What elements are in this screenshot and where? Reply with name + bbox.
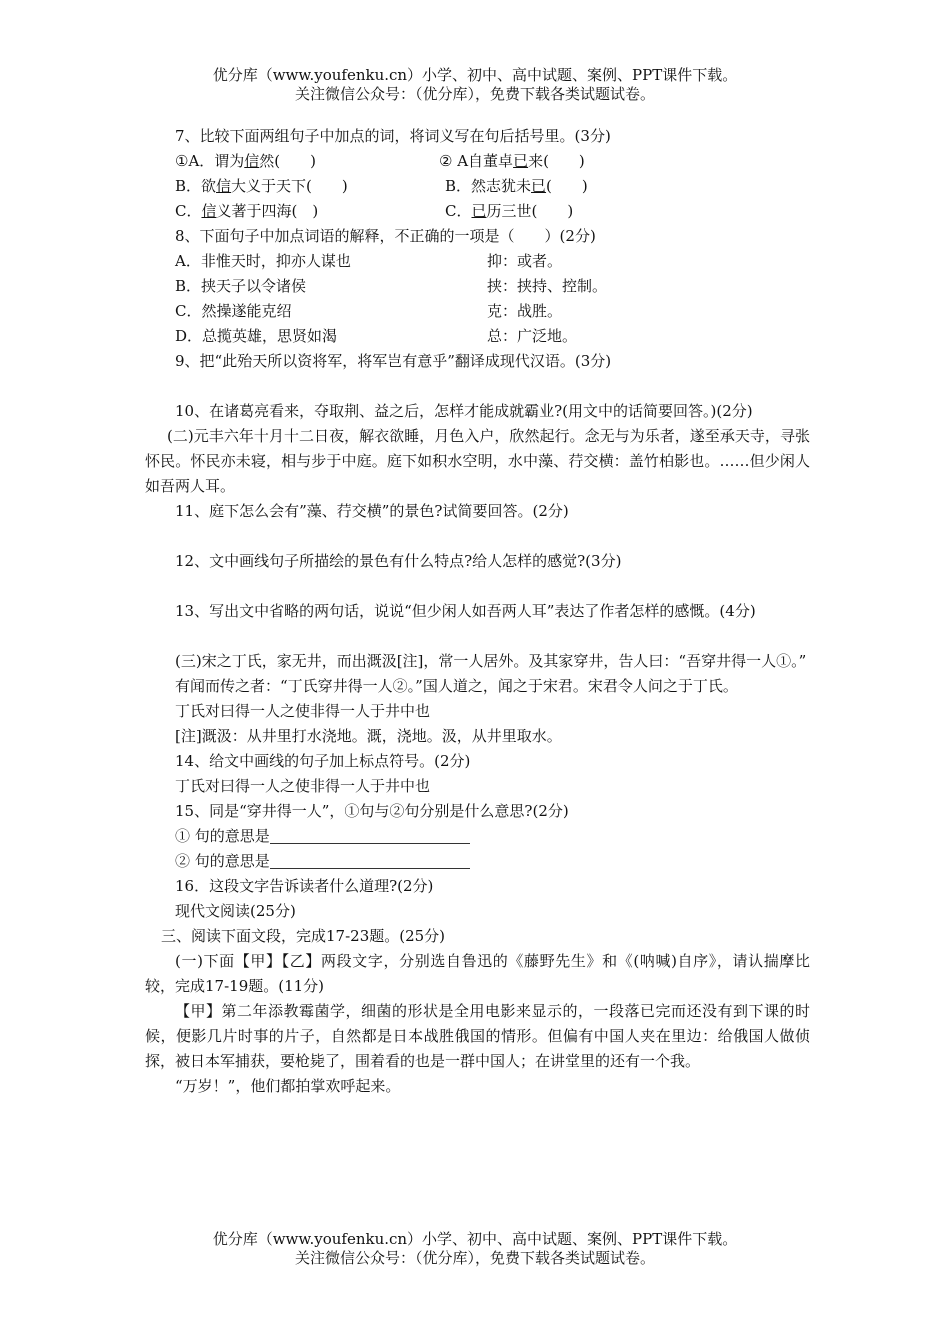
q8-option-c: C．然操遂能克绍 克：战胜。 [175, 302, 563, 320]
q8-option-d: D．总揽英雄，思贤如渴 总：广泛地。 [175, 327, 578, 345]
page-footer [0, 1230, 950, 1268]
q9: 9、把“此殆天所以资将军，将军岂有意乎”翻译成现代汉语。(3分) [175, 352, 612, 370]
q7-right-3: C．已历三世( ) [445, 202, 574, 220]
passage-3-underlined-sentence: 丁氏对曰得一人之使非得一人于井中也 [175, 702, 431, 720]
q15: 15、同是“穿井得一人”，①句与②句分别是什么意思?(2分) [175, 802, 569, 820]
q12: 12、文中画线句子所描绘的景色有什么特点?给人怎样的感觉?(3分) [175, 552, 622, 570]
passage-jia: 【甲】第二年添教霉菌学，细菌的形状是全用电影来显示的，一段落已完而还没有到下课的时候，便影几片时事的片子，自然都是日本战胜俄国的情形。但偏有中国人夹在里边：给俄国人做侦探，被日本军捕获，要枪毙了，围着看的也是一群中国人；在讲堂里的还有一个我。 [145, 1002, 810, 1070]
passage-2: (二)元丰六年十月十二日夜，解衣欲睡，月色入户，欣然起行。念无与为乐者，遂至承天寺，寻张怀民。怀民亦未寝，相与步于中庭。庭下如积水空明，水中藻、荇交横：盖竹柏影也。……但少闲人如吾两人耳。 [145, 427, 810, 495]
q7-title: 7、比较下面两组句子中加点的词，将词义写在句后括号里。(3分) [175, 127, 611, 145]
q7-right-1: ② A自董卓已来( ) [439, 152, 585, 170]
header-line-1: 优分库（www.youfenku.cn）小学、初中、高中试题、案例、PPT课件下载。 [212, 66, 738, 84]
q7-left-1: ①A．谓为信然( ) [175, 152, 317, 170]
q11: 11、庭下怎么会有”藻、荇交横”的景色?试简要回答。(2分) [175, 502, 569, 520]
intro-1: (一)下面【甲】【乙】两段文字，分别选自鲁迅的《藤野先生》和《(呐喊)自序》，请认揣摩比较，完成17-19题。(11分) [145, 952, 810, 995]
passage-3-note: [注]溉汲：从井里打水浇地。溉，浇地。汲，从井里取水。 [175, 727, 562, 745]
q16: 16．这段文字告诉读者什么道理?(2分) [175, 877, 434, 895]
document-body [145, 124, 810, 1099]
q7-right-2: B．然志犹未已( ) [445, 177, 588, 195]
footer-line-1: 优分库（www.youfenku.cn）小学、初中、高中试题、案例、PPT课件下载。 [212, 1230, 738, 1248]
q13: 13、写出文中省略的两句话，说说“但少闲人如吾两人耳”表达了作者怎样的感慨。(4分) [175, 602, 756, 620]
passage-3-p1: (三)宋之丁氏，家无井，而出溉汲[注]，常一人居外。及其家穿井，告人曰：“吾穿井得一人①。” [175, 652, 807, 670]
q15-answer-1: ① 句的意思是 [145, 824, 810, 849]
wansui-line: “万岁！”，他们都拍掌欢呼起来。 [175, 1077, 401, 1095]
q8-title: 8、下面句子中加点词语的解释，不正确的一项是（ ）(2分) [175, 227, 596, 245]
q8-option-b: B．挟天子以令诸侯 挟：挟持、控制。 [175, 277, 608, 295]
q14-sentence: 丁氏对曰得一人之使非得一人于井中也 [175, 777, 431, 795]
q7-row-3 [145, 199, 810, 224]
q10: 10、在诸葛亮看来，夺取荆、益之后，怎样才能成就霸业?(用文中的话简要回答。)(2分) [175, 402, 753, 420]
page-header [0, 66, 950, 104]
section-3-title: 三、阅读下面文段，完成17-23题。(25分) [161, 927, 446, 945]
q7-row-2 [145, 174, 810, 199]
q7-row-1 [145, 149, 810, 174]
q7-left-3: C．信义著于四海( ) [175, 202, 319, 220]
q14: 14、给文中画线的句子加上标点符号。(2分) [175, 752, 471, 770]
footer-line-2: 关注微信公众号：（优分库），免费下载各类试题试卷。 [294, 1249, 655, 1267]
answer-blank-2[interactable] [270, 852, 470, 869]
q15-answer-2: ② 句的意思是 [145, 849, 810, 874]
answer-blank-1[interactable] [270, 827, 470, 844]
section-modern-reading: 现代文阅读(25分) [175, 902, 296, 920]
q7-left-2: B．欲信大义于天下( ) [175, 177, 348, 195]
q8-option-a: A．非惟天时，抑亦人谋也 抑：或者。 [175, 252, 563, 270]
header-line-2: 关注微信公众号：（优分库），免费下载各类试题试卷。 [294, 85, 655, 103]
passage-3-p2: 有闻而传之者：“丁氏穿井得一人②。”国人道之，闻之于宋君。宋君令人问之于丁氏。 [175, 677, 738, 695]
